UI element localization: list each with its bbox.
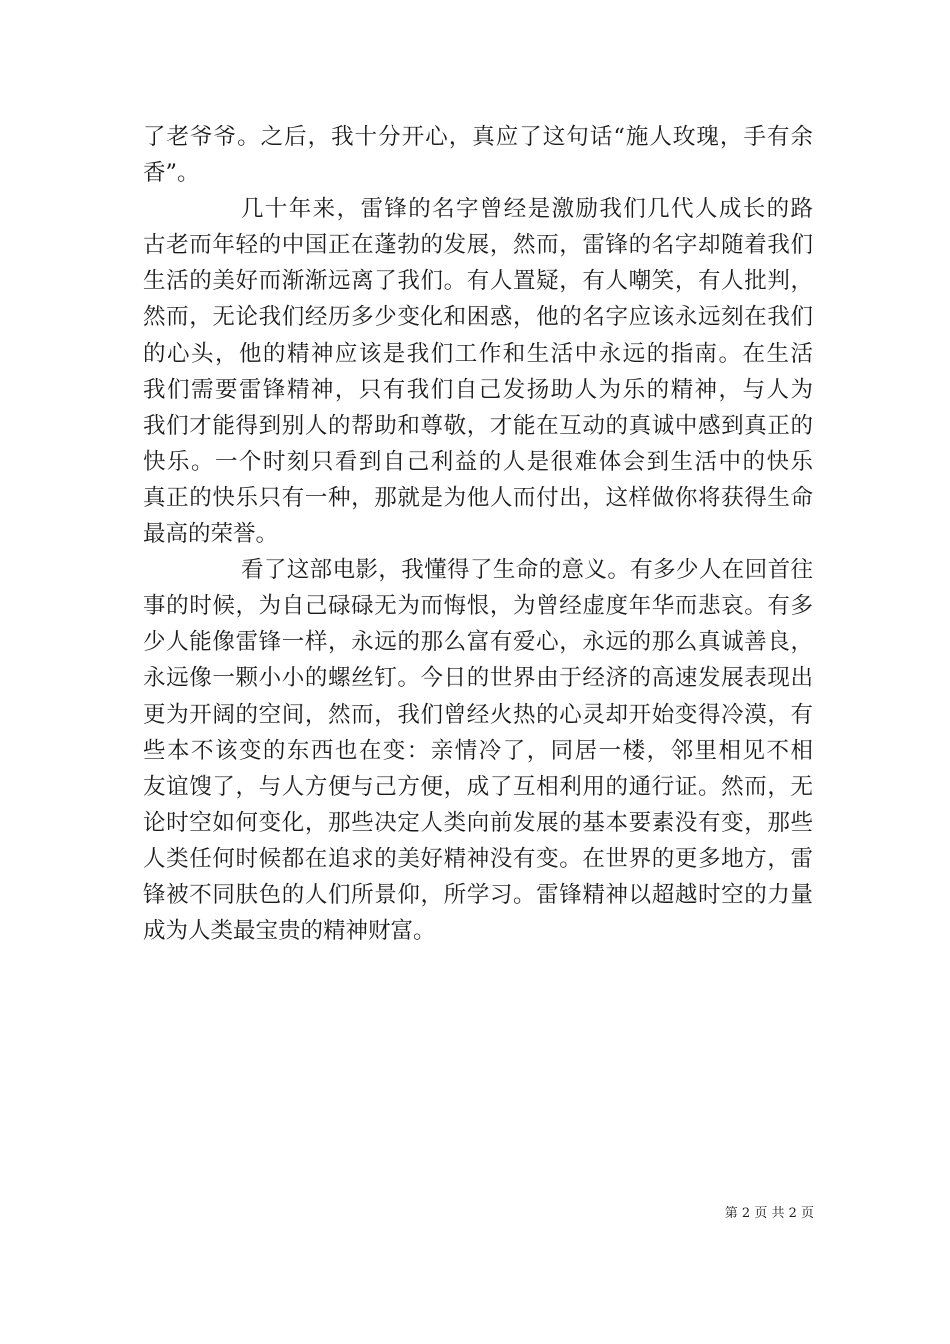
text-line: 香”。 [143,160,200,187]
text-line: 些本不该变的东西也在变：亲情冷了，同居一楼，邻里相见不相 [143,737,813,764]
text-line: 少人能像雷锋一样，永远的那么富有爱心，永远的那么真诚善良， [143,629,813,656]
page-number: 第 2 页 共 2 页 [724,1206,814,1221]
text-line: 更为开阔的空间，然而，我们曾经火热的心灵却开始变得冷漠，有 [143,701,813,728]
text-line: 了老爷爷。之后，我十分开心，真应了这句话“施人玫瑰，手有余 [143,124,813,150]
text-line: 永远像一颗小小的螺丝钉。今日的世界由于经济的高速发展表现出 [143,665,813,692]
body-text [143,119,813,949]
text-line: 的心头，他的精神应该是我们工作和生活中永远的指南。在生活 [143,340,813,367]
text-line: 我们才能得到别人的帮助和尊敬，才能在互动的真诚中感到真正的 [143,412,813,439]
text-line: 真正的快乐只有一种，那就是为他人而付出，这样做你将获得生命 [143,484,813,511]
text-line: 成为人类最宝贵的精神财富。 [143,918,436,945]
text-line: 快乐。一个时刻只看到自己利益的人是很难体会到生活中的快乐 [143,448,813,475]
text-line: 事的时候，为自己碌碌无为而悔恨，为曾经虚度年华而悲哀。有多 [143,593,813,620]
text-line: 看了这部电影，我懂得了生命的意义。有多少人在回首往 [241,557,813,584]
text-line: 几十年来，雷锋的名字曾经是激励我们几代人成长的路 [241,196,813,223]
text-line: 生活的美好而渐渐远离了我们。有人置疑，有人嘲笑，有人批判， [143,268,813,295]
text-line: 然而，无论我们经历多少变化和困惑，他的名字应该永远刻在我们 [143,304,813,331]
text-line: 古老而年轻的中国正在蓬勃的发展，然而，雷锋的名字却随着我们 [143,232,813,259]
text-line: 论时空如何变化，那些决定人类向前发展的基本要素没有变，那些 [143,809,813,836]
text-line: 锋被不同肤色的人们所景仰，所学习。雷锋精神以超越时空的力量 [143,881,813,908]
text-line: 最高的荣誉。 [143,521,279,548]
text-line: 我们需要雷锋精神，只有我们自己发扬助人为乐的精神，与人为 [143,376,813,403]
text-line: 友谊馊了，与人方便与己方便，成了互相利用的通行证。然而，无 [143,773,813,800]
text-line: 人类任何时候都在追求的美好精神没有变。在世界的更多地方，雷 [143,845,813,872]
